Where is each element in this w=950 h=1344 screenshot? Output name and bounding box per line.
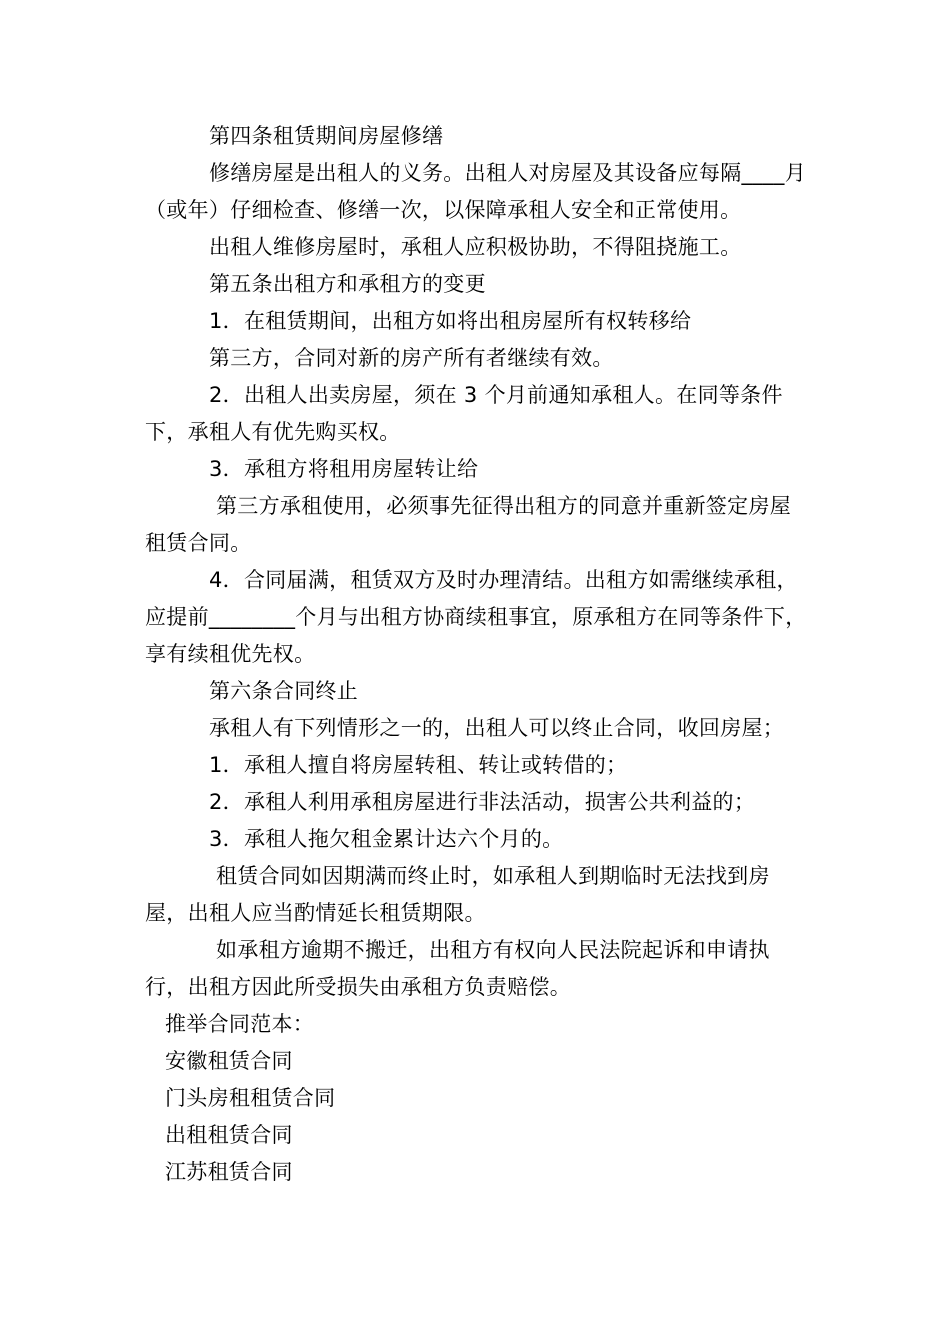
article-6-title: 第六条合同终止 [209, 679, 359, 703]
article-5-title: 第五条出租方和承租方的变更 [209, 272, 486, 296]
paragraph: 出租人维修房屋时，承租人应积极协助，不得阻挠施工。 [209, 235, 742, 259]
paragraph: 4．合同届满，租赁双方及时办理清结。出租方如需继续承租，应提前________个月与出租方协商续租事宜，原承租方在同等条件下，享有续租优先权。 [145, 568, 807, 666]
paragraph: 1．在租赁期间，出租方如将出租房屋所有权转移给 [209, 309, 692, 333]
paragraph: 3．承租方将租用房屋转让给 [209, 457, 479, 481]
paragraph: 3．承租人拖欠租金累计达六个月的。 [209, 827, 564, 851]
paragraph: 承租人有下列情形之一的，出租人可以终止合同，收回房屋； [209, 716, 785, 740]
recommend-link-storefront[interactable]: 门头房租租赁合同 [165, 1086, 336, 1110]
recommend-link-jiangsu[interactable]: 江苏租赁合同 [165, 1160, 293, 1184]
paragraph: 2．出租人出卖房屋，须在 3 个月前通知承租人。在同等条件下，承租人有优先购买权。 [145, 383, 783, 444]
paragraph: 1．承租人擅自将房屋转租、转让或转借的； [209, 753, 628, 777]
paragraph: 第三方承租使用，必须事先征得出租方的同意并重新签定房屋租赁合同。 [145, 494, 792, 555]
paragraph: 如承租方逾期不搬迁，出租方有权向人民法院起诉和申请执行，出租方因此所受损失由承租方负责赔偿。 [145, 938, 770, 999]
recommend-title: 推举合同范本： [165, 1012, 315, 1036]
paragraph: 租赁合同如因期满而终止时，如承租人到期临时无法找到房屋，出租人应当酌情延长租赁期限。 [145, 864, 770, 925]
recommend-link-rental[interactable]: 出租租赁合同 [165, 1123, 293, 1147]
paragraph: 2．承租人利用承租房屋进行非法活动，损害公共利益的； [209, 790, 756, 814]
recommend-link-anhui[interactable]: 安徽租赁合同 [165, 1049, 293, 1073]
paragraph: 第三方，合同对新的房产所有者继续有效。 [209, 346, 614, 370]
paragraph: 修缮房屋是出租人的义务。出租人对房屋及其设备应每隔____月（或年）仔细检查、修缮一次，以保障承租人安全和正常使用。 [145, 161, 806, 222]
article-4-title: 第四条租赁期间房屋修缮 [209, 124, 444, 148]
document-body [145, 118, 810, 1191]
